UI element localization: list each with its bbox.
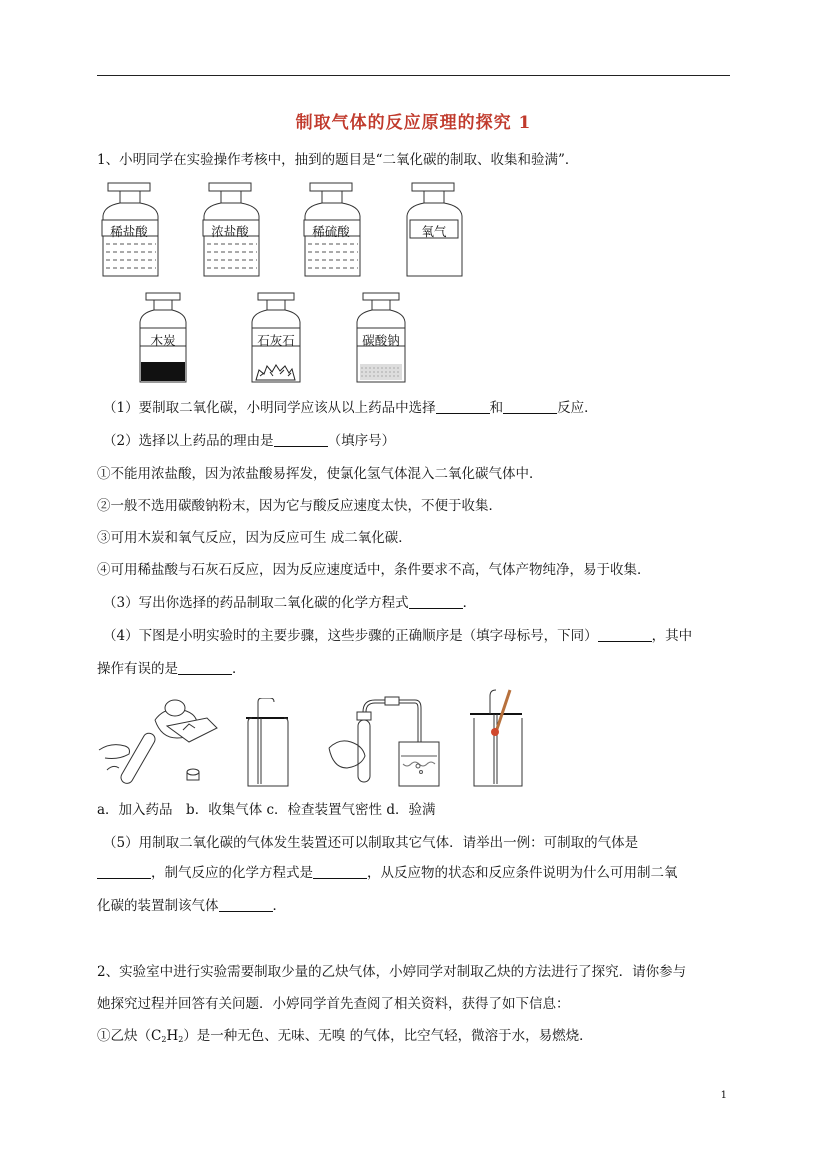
step-a-adding-reagent [97, 690, 227, 790]
answer-blank[interactable] [97, 864, 151, 879]
q1-part1 [103, 398, 598, 418]
bottle-label: 浓盐酸 [211, 224, 249, 239]
step-b-collecting-gas [236, 698, 296, 790]
q1-part3 [103, 593, 476, 613]
q2-info-text2: ）是一种无色、无味、无嗅 的气体，比空气轻，微溶于水，易燃烧． [183, 1028, 593, 1044]
q1-part3-text: （3）写出你选择的药品制取二氧化碳的化学方程式 [103, 595, 409, 611]
reason-2: ②一般不选用碳酸钠粉末，因为它与酸反应速度太快，不便于收集． [97, 498, 502, 514]
q1-part5: （5）用制取二氧化碳的气体发生装置还可以制取其它气体．请举出一例：可制取的气体是 [103, 835, 639, 851]
answer-blank[interactable] [178, 660, 232, 675]
answer-blank[interactable] [274, 432, 328, 447]
q1-part2-text: （2）选择以上药品的理由是 [103, 433, 274, 449]
q1-part1-end: 反应． [557, 400, 598, 416]
q1-part5-end: ． [272, 898, 286, 914]
bottle-label: 稀盐酸 [110, 224, 148, 239]
reason-3: ③可用木炭和氧气反应，因为反应可生 成二氧化碳． [97, 530, 412, 546]
bottle-label: 石灰石 [257, 333, 295, 348]
subscript: 2 [161, 1035, 167, 1044]
q1-part2-hint: （填序号） [327, 433, 396, 449]
answer-blank[interactable] [436, 399, 490, 414]
q2-info-1 [97, 1026, 593, 1050]
q1-part5-text3: ，从反应物的状态和反应条件说明为什么可用制二氧 [367, 865, 678, 881]
q1-part5-text4: 化碳的装置制该气体 [97, 898, 219, 914]
q1-part5-cont2 [97, 896, 286, 916]
step-d-checking-full [468, 688, 528, 788]
page-title: 制取气体的反应原理的探究 1 [295, 113, 532, 133]
q2-info-text: ①乙炔（C [97, 1028, 162, 1044]
q1-part1-text: （1）要制取二氧化碳，小明同学应该从以上药品中选择 [103, 400, 436, 416]
q1-part4-mid: ，其中 [651, 628, 693, 644]
step-labels: a．加入药品 b．收集气体 c．检查装置气密性 d．验满 [97, 802, 436, 818]
step-c-checking-airtightness [325, 694, 445, 794]
q2-info-h: H [166, 1028, 179, 1044]
q1-stem: 1、小明同学在实验操作考核中，抽到的题目是“二氧化碳的制取、收集和验满”． [97, 152, 579, 168]
subscript: 2 [178, 1035, 184, 1044]
q1-part4-end: ． [232, 661, 246, 677]
answer-blank[interactable] [598, 627, 652, 642]
q2-stem-cont: 她探究过程并回答有关问题．小婷同学首先查阅了相关资料，获得了如下信息： [97, 996, 570, 1012]
q1-part2 [103, 431, 395, 451]
bottle-label: 氧气 [421, 224, 447, 239]
q1-part1-and: 和 [489, 400, 504, 416]
bottle-label: 碳酸钠 [362, 333, 400, 348]
q1-part4-cont [97, 659, 246, 679]
answer-blank[interactable] [219, 897, 273, 912]
reason-4: ④可用稀盐酸与石灰石反应，因为反应速度适中，条件要求不高，气体产物纯净，易于收集． [97, 562, 651, 578]
q1-part4 [103, 626, 692, 646]
q1-part4-text: （4）下图是小明实验时的主要步骤，这些步骤的正确顺序是（填字母标号，下同） [103, 628, 598, 644]
header-rule [97, 75, 730, 76]
q1-part5-text2: ，制气反应的化学方程式是 [151, 865, 313, 881]
q2-stem: 2、实验室中进行实验需要制取少量的乙炔气体，小婷同学对制取乙炔的方法进行了探究．请你参与 [97, 964, 687, 980]
bottle-label: 稀硫酸 [312, 224, 350, 239]
reason-1: ①不能用浓盐酸，因为浓盐酸易挥发，使氯化氢气体混入二氧化碳气体中． [97, 466, 543, 482]
answer-blank[interactable] [503, 399, 557, 414]
q1-part4-text2: 操作有误的是 [97, 661, 178, 677]
bottle-label: 木炭 [150, 333, 176, 348]
q1-part3-end: ． [462, 595, 477, 611]
q1-part5-cont [97, 863, 678, 883]
answer-blank[interactable] [313, 864, 367, 879]
page-number: 1 [720, 1090, 727, 1101]
answer-blank[interactable] [409, 594, 463, 609]
